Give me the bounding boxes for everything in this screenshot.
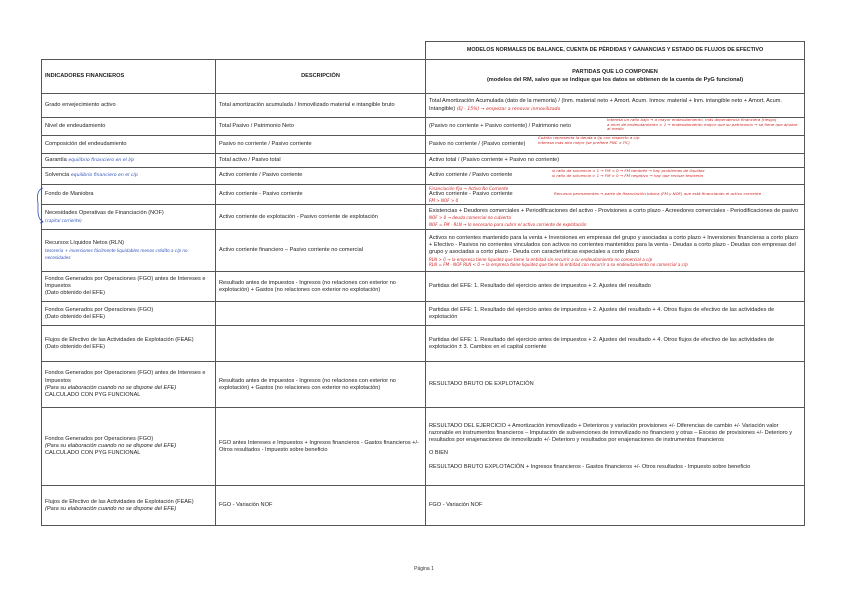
parts-cell — [426, 168, 805, 185]
description-cell: FGO - Variación NOF — [216, 486, 426, 526]
indicator-cell: Grado envejecimiento activo — [42, 94, 216, 118]
description-cell — [216, 302, 426, 326]
col-parts-subtitle: (modelos del RM, salvo que se indique que los datos se obtienen de la cuenta de PyG funcional) — [486, 76, 744, 83]
parts-cell — [426, 185, 805, 205]
parts-text: Activo corriente - Pasivo corriente — [429, 191, 513, 197]
parts-cell: Activo total / (Pasivo corriente + Pasivo no corriente) — [426, 154, 805, 168]
handwritten-note: NOF = FM - RLN → lo necesario para cubrir el activo corriente de explotación — [429, 221, 587, 227]
description-cell: Activo corriente - Pasivo corriente — [216, 185, 426, 205]
handwritten-note: Interesa un ratio bajo → a mayor endeudamiento, más dependencia financiera (riesgo) a nivel de endeudamiento > 1 → endeudamiento mayor que su patrimonio → se tiene que ajustar al medio — [607, 117, 798, 132]
col-indicators-header: INDICADORES FINANCIEROS — [42, 60, 216, 94]
handwritten-note: tesorería + inversiones fácilmente liquidables menos crédito a c/p no necesidades — [45, 248, 188, 261]
description-cell: Resultado antes de impuestos - Ingresos (no relaciones con exterior no explotación) + Gastos (no relaciones con exterior no explotación) — [216, 362, 426, 408]
handwritten-note: equilibrio financiero en el l/p — [68, 157, 135, 163]
models-title: MODELOS NORMALES DE BALANCE, CUENTA DE PÉRDIDAS Y GANANCIAS Y ESTADO DE FLUJOS DE EFECTIVO — [426, 42, 805, 60]
indicator-cell: Composición del endeudamiento — [42, 136, 216, 154]
indicator-cell: Fondos Generados por Operaciones (FGO) (Dato obtenido del EFE) — [42, 302, 216, 326]
table-row — [42, 230, 805, 272]
description-cell: FGO antes Intereses e Impuestos + Ingresos financieros - Gastos financieros +/- Otros resultados - Impuesto sobre beneficio — [216, 408, 426, 486]
indicator-cell: Flujos de Efectivo de las Actividades de Explotación (FEAE) (Dato obtenido del EFE) — [42, 326, 216, 362]
description-cell: Total activo / Pasivo total — [216, 154, 426, 168]
indicator-cell: Necesidades Operativas de Financiación (NOF) (capital corriente) — [42, 205, 216, 230]
handwritten-note: RLN > 0 → la empresa tiene liquidez que tiene la entidad sin recurrir a su endeudamiento no comercial a c/p — [429, 256, 653, 262]
parts-text: Pasivo no corriente / (Pasivo corriente) — [429, 140, 526, 147]
handwritten-note: Recursos permanentes → parte de financiación básica (FM y NOF) que está financiando el activo corriente — [554, 191, 762, 196]
column-header-row — [42, 60, 805, 94]
description-cell: Activo corriente de explotación - Pasivo corriente de explotación — [216, 205, 426, 230]
table-row — [42, 185, 805, 205]
parts-text: Activos no corrientes mantenido para la venta + Inversiones en empresas del grupo y asociadas a corto plazo + Inversiones financieras a corto plazo + Efectivo - Pasivos no corrientes vinculados con activos no corrientes mantenidos para la venta - Deudas a corto plazo - Deudas con empresas del grupo y asociadas a corto plazo - Deuda con características especiales a corto plazo — [429, 234, 799, 256]
page-footer: Página 1 — [414, 566, 434, 572]
parts-cell: Partidas del EFE: 1. Resultado del ejercicio antes de impuestos + 2. Ajustes del resultado + 4. Otros flujos de efectivo de las actividades de explotación ± 3. Cambios en el capital corriente — [426, 326, 805, 362]
description-cell — [216, 326, 426, 362]
description-cell: Activo corriente financiero – Pasivo corriente no comercial — [216, 230, 426, 272]
indicator-cell: Nivel de endeudamiento — [42, 118, 216, 136]
parts-cell — [426, 136, 805, 154]
table-row — [42, 408, 805, 486]
handwritten-note: NOF > 0 → deuda comercial no cubierta — [429, 214, 512, 220]
indicator-cell: Fondos Generados por Operaciones (FGO) antes de Intereses e Impuestos (Para su elaboración cuando no se dispone del EFE) CALCULADO CON PYG FUNCIONAL — [42, 362, 216, 408]
handwritten-note: Cuánto representa la deuda a l/p con respecto a c/p Interesa más alta mejor (se prefiere PNC > PC) — [538, 135, 640, 145]
indicator-cell: Fondos Generados por Operaciones (FGO) antes de Intereses e Impuestos (Dato obtenido del EFE) — [42, 272, 216, 302]
handwritten-note: equilibrio financiero en el c/p — [70, 173, 138, 179]
description-cell: Resultado antes de impuestos - Ingresos (no relaciones con exterior no explotación) + Gastos (no relaciones con exterior no explotación) — [216, 272, 426, 302]
indicator-cell: Recursos Líquidos Netos (RLN) tesorería + inversiones fácilmente liquidables menos crédito a c/p no necesidades — [42, 230, 216, 272]
table-row — [42, 94, 805, 118]
col-parts-header — [426, 60, 805, 94]
table-row — [42, 205, 805, 230]
table-row — [42, 168, 805, 185]
handwritten-note: si ratio de solvencia < 1 → FM < 0 → FM también → hay problemas de liquidez si ratio de solvencia > 1 → FM > 0 → FM negativo → hay que revisar tesorería — [552, 168, 705, 178]
parts-cell: Partidas del EFE: 1. Resultado del ejercicio antes de impuestos + 2. Ajustes del resultado + 4. Otros flujos de efectivo de las actividades de explotación — [426, 302, 805, 326]
handwritten-note: (capital corriente) — [45, 218, 82, 224]
parts-text: Existencias + Deudores comerciales + Periodificaciones del activo - Provisiones a corto plazo - Acreedores comerciales - Periodificaciones de pasivo — [429, 207, 799, 214]
models-header-row — [42, 42, 805, 60]
table-row — [42, 302, 805, 326]
spreadsheet-page — [41, 41, 804, 526]
parts-cell: RESULTADO BRUTO DE EXPLOTACIÓN — [426, 362, 805, 408]
parts-text: Activo corriente / Pasivo corriente — [429, 172, 513, 179]
table-row — [42, 118, 805, 136]
parts-cell: FGO - Variación NOF — [426, 486, 805, 526]
parts-cell — [426, 94, 805, 118]
description-cell: Activo corriente / Pasivo corriente — [216, 168, 426, 185]
handwritten-note: RLN = FM - NOF RLN < 0 → la empresa tiene liquidez que tiene la entidad con recurrir a su endeudamiento no comercial a c/p — [429, 261, 688, 267]
parts-cell — [426, 118, 805, 136]
indicator-cell: Flujos de Efectivo de las Actividades de Explotación (FEAE) (Para su elaboración cuando no se dispone del EFE) — [42, 486, 216, 526]
col-parts-title: PARTIDAS QUE LO COMPONEN — [572, 69, 658, 76]
table-row — [42, 272, 805, 302]
handwritten-note: Financiación fija → Activo No Corriente — [429, 186, 509, 191]
parts-text: (Pasivo no corriente + Pasivo corriente) / Patrimonio neto — [429, 122, 571, 129]
indicator-cell: Garantía equilibrio financiero en el l/p — [42, 154, 216, 168]
financial-indicators-table — [41, 41, 805, 526]
table-row — [42, 136, 805, 154]
description-cell: Pasivo no corriente / Pasivo corriente — [216, 136, 426, 154]
indicator-cell: Fondos Generados por Operaciones (FGO) (Para su elaboración cuando no se dispone del EFE) CALCULADO CON PYG FUNCIONAL — [42, 408, 216, 486]
parts-text: Total Amortización Acumulada (dato de la memoria) / (Inm. material neto + Amort. Acum. Inmov. material + Inm. intangible neto + Amort. Acum. Intangible) — [429, 98, 782, 112]
parts-cell — [426, 205, 805, 230]
parts-cell: Partidas del EFE: 1. Resultado del ejercicio antes de impuestos + 2. Ajustes del resultado — [426, 272, 805, 302]
parts-cell: RESULTADO DEL EJERCICIO + Amortización inmovilizado + Deterioros y variación provisiones +/- Diferencias de cambio +/- Variación valor razonable en instrumentos financieros – Imputación de subvenciones de inmovilizado no financiero y otras – Exceso de provisiones +/- Deterioro y resultados por enajenaciones de inmovilizado +/- Deterioro y resultados por enajenaciones de instrumentos financieros O BIEN RESULTADO BRUTO EXPLOTACIÓN + Ingresos financieros - Gastos financieros +/- Otros resultados - Impuesto sobre beneficio — [426, 408, 805, 486]
table-row — [42, 362, 805, 408]
handwritten-note: FM > NOF > 0 — [429, 198, 459, 204]
description-cell: Total Pasivo / Patrimonio Neto — [216, 118, 426, 136]
handwritten-bracket-icon — [35, 186, 45, 226]
parts-cell — [426, 230, 805, 272]
table-row — [42, 326, 805, 362]
description-cell: Total amortización acumulada / Inmovilizado material e intangible bruto — [216, 94, 426, 118]
table-row — [42, 486, 805, 526]
indicator-cell: Fondo de Maniobra — [42, 185, 216, 205]
handwritten-note: (EJ - 15%) → empezar a renovar inmovilizado — [456, 106, 561, 112]
table-row — [42, 154, 805, 168]
col-description-header: DESCRIPCIÓN — [216, 60, 426, 94]
indicator-cell: Solvencia equilibrio financiero en el c/p — [42, 168, 216, 185]
